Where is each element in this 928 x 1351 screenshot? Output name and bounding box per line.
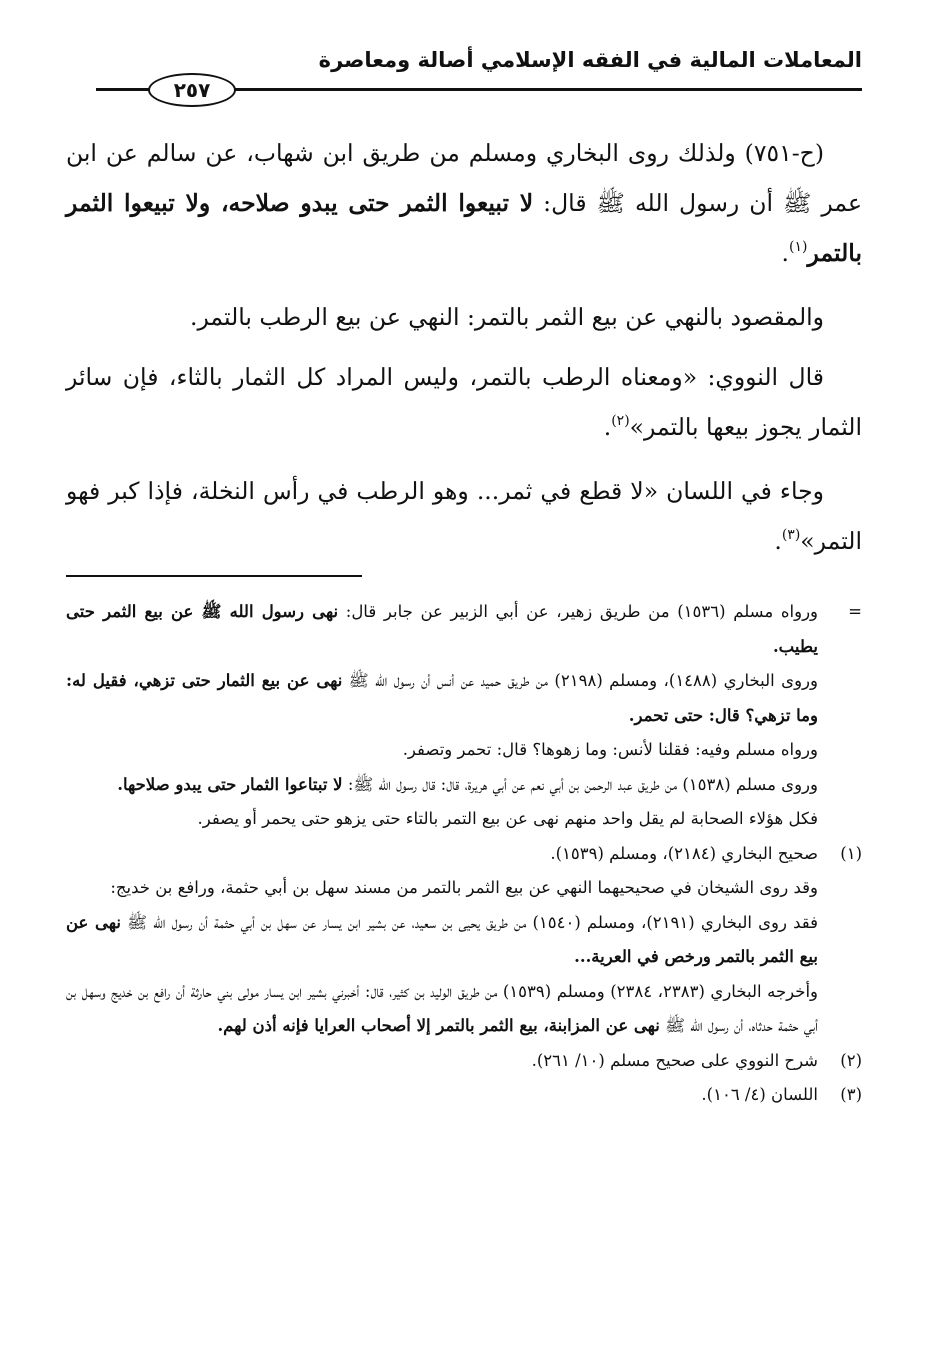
footnote-text: صحيح البخاري (٢١٨٤)، ومسلم (١٥٣٩). [550, 843, 818, 863]
running-header-title: المعاملات المالية في الفقه الإسلامي أصالة ومعاصرة [318, 48, 862, 72]
footnote-line [66, 664, 862, 733]
footnote-line [66, 906, 862, 975]
footnote-ref-3[interactable]: (٣) [781, 527, 801, 543]
footnote-line: وقد روى الشيخان في صحيحيهما النهي عن بيع الثمر بالتمر من مسند سهل بن أبي حثمة، ورافع بن خديج: [110, 878, 818, 897]
hadith-text: لا تبيعوا الثمر حتى يبدو صلاحه، ولا تبيعوا الثمر بالتمر [66, 189, 862, 267]
paragraph-hadith [66, 128, 862, 282]
hadith-intro: (ح-٧٥١) ولذلك روى البخاري ومسلم من طريق ابن شهاب، عن سالم عن ابن عمر ﷺ أن رسول الله ﷺ قال: [66, 139, 863, 217]
footnote-text: شرح النووي على صحيح مسلم (١٠/ ٢٦١). [531, 1050, 818, 1070]
lisan-quote: وجاء في اللسان «لا قطع في ثمر... وهو الرطب في رأس النخلة، فإذا كبر فهو التمر» [66, 477, 862, 555]
footnote-separator [66, 575, 362, 577]
footnote-line [66, 975, 862, 1044]
footnote-line: ورواه مسلم وفيه: فقلنا لأنس: وما زهوها؟ قال: تحمر وتصفر. [402, 740, 818, 759]
footnote-3-marker: (٣) [840, 1085, 862, 1104]
footnote-1-marker: (١) [840, 843, 862, 863]
footnote-ref-2[interactable]: (٢) [611, 413, 630, 429]
page-number: ٢٥٧ [148, 73, 236, 107]
sentence-end: . [603, 413, 612, 441]
footnote-text: وروى البخاري (١٤٨٨)، ومسلم (٢١٩٨) من طريق حميد عن أنس أن رسول الله ﷺ [342, 671, 818, 690]
footnote-ref-1[interactable]: (١) [789, 239, 808, 255]
footnote-hadith: نهى عن بيع الثمر بالتمر ورخص في العرية... [66, 912, 818, 966]
footnote-hadith: نهى عن بيع الثمار حتى تزهي، فقيل له: وما تزهي؟ قال: حتى تحمر. [66, 671, 818, 725]
footnote-3 [66, 1078, 862, 1113]
footnote-hadith: لا تبتاعوا الثمار حتى يبدو صلاحها. [117, 774, 343, 794]
footnote-text: فقد روى البخاري (٢١٩١)، ومسلم (١٥٤٠) من طريق يحيى بن سعيد، عن بشير ابن يسار عن سهل بن أبي حثمة أن رسول الله ﷺ [121, 912, 818, 932]
footnote-text: وروى مسلم (١٥٣٨) من طريق عبد الرحمن بن أبي نعم عن أبي هريرة، قال: قال رسول الله ﷺ: [342, 774, 818, 794]
footnote-hadith: نهى رسول الله ﷺ عن بيع الثمر حتى يطيب. [66, 602, 818, 656]
footnotes [66, 595, 862, 1113]
footnote-2-marker: (٢) [840, 1050, 862, 1070]
footnote-hadith: نهى عن المزابنة، بيع الثمر بالتمر إلا أصحاب العرايا فإنه أذن لهم. [217, 1016, 660, 1035]
main-text [66, 128, 862, 580]
paragraph-nawawi [66, 352, 862, 456]
nawawi-quote: قال النووي: «ومعناه الرطب بالتمر، وليس المراد كل الثمار بالثاء، فإن سائر الثمار يجوز بيعها بالتمر» [66, 363, 862, 441]
paragraph-meaning: والمقصود بالنهي عن بيع الثمر بالتمر: النهي عن بيع الرطب بالتمر. [189, 303, 824, 331]
footnote-1 [66, 837, 862, 872]
footnote-text: ورواه مسلم (١٥٣٦) من طريق زهير، عن أبي الزبير عن جابر قال: [338, 602, 819, 621]
paragraph-lisan [66, 466, 862, 570]
footnote-text: اللسان (٤/ ١٠٦). [701, 1085, 818, 1104]
footnote-2 [66, 1044, 862, 1079]
continuation-marker: = [848, 602, 862, 621]
sentence-end: . [781, 239, 790, 267]
footnote-line: فكل هؤلاء الصحابة لم يقل واحد منهم نهى عن بيع التمر بالتاء حتى يزهو حتى يحمر أو يصفر. [197, 809, 818, 828]
footnote-continuation [66, 595, 862, 664]
footnote-text: وأخرجه البخاري (٢٣٨٣، ٢٣٨٤) ومسلم (١٥٣٩) من طريق الوليد بن كثير، قال: أخبرني بشير ابن يسار مولى بني حارثة أن رافع بن خديج وسهل بن أبي حثمة حدثاه، أن رسول الله ﷺ [66, 981, 818, 1035]
sentence-end: . [774, 527, 782, 555]
footnote-line [66, 768, 862, 803]
